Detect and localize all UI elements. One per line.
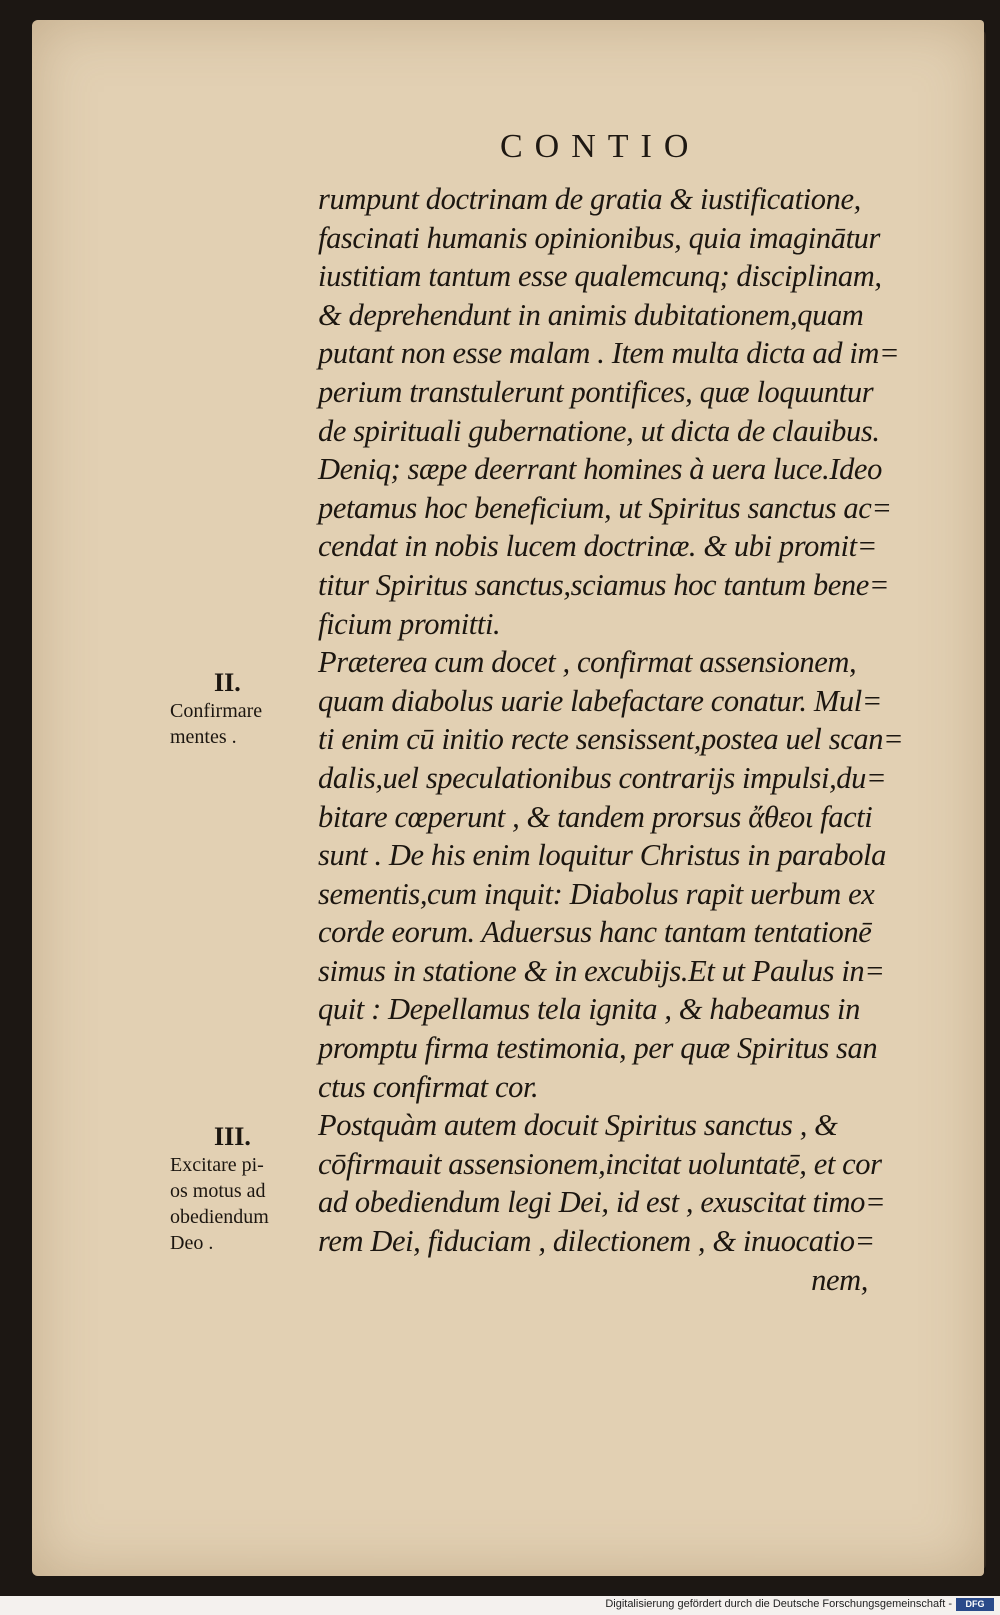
margin-note-line: Deo . — [170, 1232, 214, 1254]
text-line: simus in statione & in excubijs.Et ut Paulus in= — [318, 953, 885, 988]
text-line: rem Dei, fiduciam , dilectionem , & inuocatio= — [318, 1224, 875, 1259]
text-line: cendat in nobis lucem doctrinæ. & ubi promit= — [318, 529, 877, 564]
text-line: Præterea cum docet , confirmat assensionem, — [318, 645, 857, 680]
text-line: sementis,cum inquit: Diabolus rapit uerbum ex — [318, 876, 875, 911]
text-line: quit : Depellamus tela ignita , & habeamus in — [318, 992, 860, 1027]
footer-credit: Digitalisierung gefördert durch die Deutsche Forschungsgemeinschaft - — [605, 1598, 952, 1610]
text-line: iustitiam tantum esse qualemcunq; disciplinam, — [318, 259, 882, 294]
margin-note-line: Confirmare — [170, 700, 263, 722]
text-line: Postquàm autem docuit Spiritus sanctus , & — [318, 1108, 838, 1143]
margin-note-3 — [170, 1122, 320, 1256]
margin-note-2 — [170, 668, 320, 750]
text-line: perium transtulerunt pontifices, quæ loquuntur — [318, 374, 874, 409]
dfg-logo: DFG — [956, 1598, 994, 1611]
text-line: rumpunt doctrinam de gratia & iustificatione, — [318, 182, 861, 216]
margin-note-line: Excitare pi- — [170, 1154, 264, 1176]
text-line: & deprehendunt in animis dubitationem,quam — [318, 297, 864, 332]
text-line: ficium promitti. — [318, 606, 501, 641]
text-line: putant non esse malam . Item multa dicta ad im= — [318, 336, 900, 371]
text-line: nem, — [811, 1262, 868, 1297]
margin-note-number: II. — [214, 668, 241, 697]
margin-note-line: obediendum — [170, 1206, 269, 1228]
text-line: corde eorum. Aduersus hanc tantam tentationē — [318, 915, 872, 950]
margin-note-line: mentes . — [170, 726, 237, 748]
text-line: Deniq; sæpe deerrant homines à uera luce.Ideo — [318, 452, 882, 487]
body-text — [318, 180, 938, 1299]
text-line: quam diabolus uarie labefactare conatur. Mul= — [318, 683, 882, 718]
text-line: cōfirmauit assensionem,incitat uoluntatē, et cor — [318, 1146, 882, 1181]
text-line: fascinati humanis opinionibus, quia imaginātur — [318, 220, 880, 255]
text-line: petamus hoc beneficium, ut Spiritus sanctus ac= — [318, 490, 892, 525]
margin-note-number: III. — [214, 1122, 251, 1151]
running-header: CONTIO — [500, 128, 701, 165]
text-line: ad obediendum legi Dei, id est , exuscitat timo= — [318, 1185, 886, 1220]
text-line: bitare cœperunt , & tandem prorsus ἄθεοι facti — [318, 799, 873, 834]
footer-bar — [0, 1596, 1000, 1615]
text-line: ctus confirmat cor. — [318, 1069, 539, 1104]
text-line: de spirituali gubernatione, ut dicta de clauibus. — [318, 413, 880, 448]
text-line: sunt . De his enim loquitur Christus in parabola — [318, 838, 886, 873]
text-line: dalis,uel speculationibus contrarijs impulsi,du= — [318, 760, 887, 795]
margin-note-line: os motus ad — [170, 1180, 266, 1202]
text-line: ti enim cū initio recte sensissent,postea uel scan= — [318, 722, 904, 757]
text-line: promptu firma testimonia, per quæ Spiritus san — [318, 1031, 878, 1066]
text-line: titur Spiritus sanctus,sciamus hoc tantum bene= — [318, 567, 890, 602]
